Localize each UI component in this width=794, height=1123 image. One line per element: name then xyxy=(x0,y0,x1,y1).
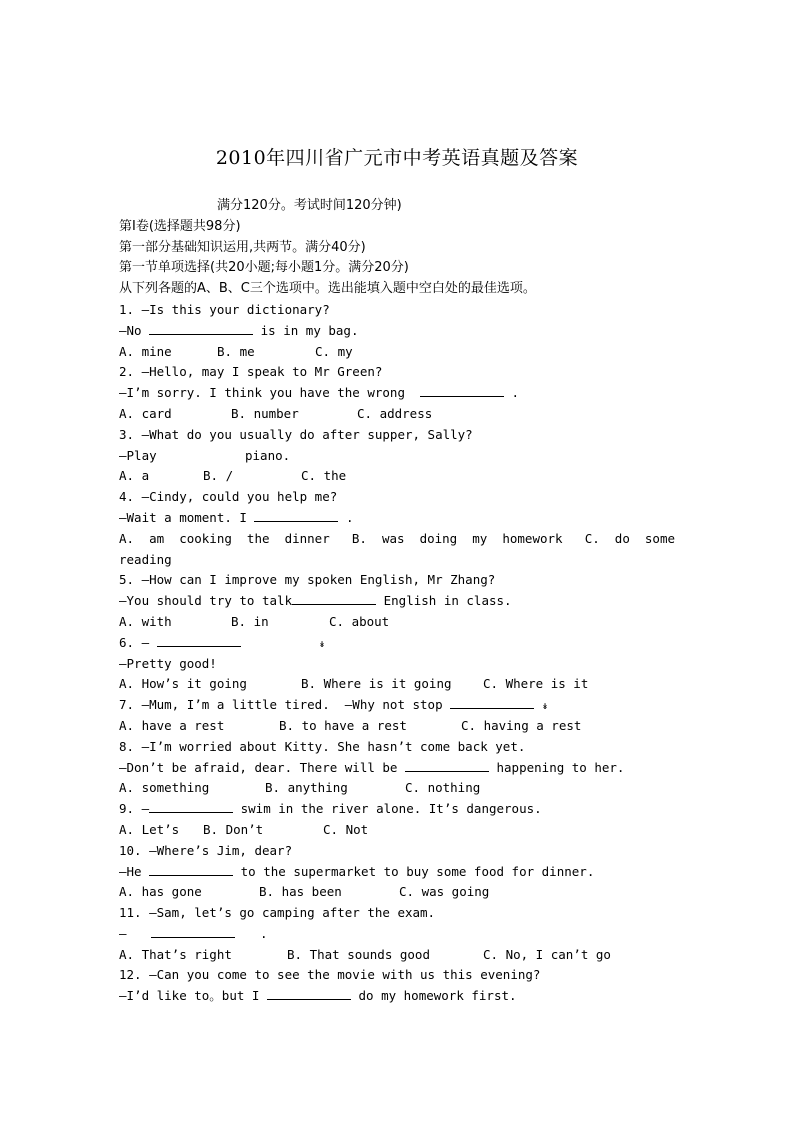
question-6-reply: —Pretty good! xyxy=(119,655,217,671)
arrow-down-icon: ↡ xyxy=(318,636,326,650)
question-1-reply: —No is in my bag. xyxy=(119,322,359,338)
answer-blank xyxy=(157,633,241,647)
option-a: A. card xyxy=(119,405,172,421)
question-10-stem: 10. —Where’s Jim, dear? xyxy=(119,842,293,858)
question-4-reply: —Wait a moment. I . xyxy=(119,509,354,525)
instruction: 从下列各题的A、B、C三个选项中。选出能填入题中空白处的最佳选项。 xyxy=(119,281,536,297)
option-c: C. address xyxy=(357,405,433,421)
option-c: C. Where is it xyxy=(483,676,589,692)
question-12-stem: 12. —Can you come to see the movie with us this evening? xyxy=(119,967,541,983)
option-b: B. / xyxy=(203,468,234,484)
answer-blank xyxy=(149,862,233,876)
question-11-reply: — . xyxy=(119,925,268,941)
option-c: C. was going xyxy=(399,884,490,900)
option-a: A. mine xyxy=(119,343,172,359)
question-3-options xyxy=(119,466,679,487)
option-b: B. anything xyxy=(265,780,348,796)
option-b: B. number xyxy=(231,405,299,421)
document-body xyxy=(119,196,679,1007)
answer-blank xyxy=(254,508,338,522)
question-7-options xyxy=(119,716,679,737)
question-8-reply: —Don’t be afraid, dear. There will be happening to her. xyxy=(119,759,625,775)
question-4-stem: 4. —Cindy, could you help me? xyxy=(119,489,338,505)
option-b: B. That sounds good xyxy=(287,946,430,962)
part-heading: 第Ⅰ卷(选择题共98分) xyxy=(119,218,241,234)
option-b: B. has been xyxy=(259,884,342,900)
option-a: A. a xyxy=(119,468,150,484)
option-a: A. something xyxy=(119,780,210,796)
question-10-options xyxy=(119,882,679,903)
option-c: C. about xyxy=(329,613,390,629)
option-c: C. No, I can’t go xyxy=(483,946,611,962)
option-b: B. to have a rest xyxy=(279,717,407,733)
option-a: A. How’s it going xyxy=(119,676,247,692)
answer-blank xyxy=(405,758,489,772)
option-c: C. nothing xyxy=(405,780,481,796)
option-c: C. my xyxy=(315,343,353,359)
question-9-options xyxy=(119,820,679,841)
option-a: A. That’s right xyxy=(119,946,232,962)
question-5-options xyxy=(119,612,679,633)
arrow-down-icon: ↡ xyxy=(541,699,549,713)
answer-blank xyxy=(151,924,235,938)
option-b: B. in xyxy=(231,613,269,629)
question-9-stem: 9. — swim in the river alone. It’s dangerous. xyxy=(119,801,542,817)
question-6-options xyxy=(119,674,679,695)
question-2-reply: —I’m sorry. I think you have the wrong . xyxy=(119,385,520,401)
question-10-reply: —He to the supermarket to buy some food for dinner. xyxy=(119,863,595,879)
option-a: A. Let’s xyxy=(119,821,180,837)
answer-blank xyxy=(292,591,376,605)
question-1-options xyxy=(119,342,679,363)
option-b: B. Don’t xyxy=(203,821,264,837)
question-4-options xyxy=(119,529,675,550)
option-a: A. with xyxy=(119,613,172,629)
option-b: B. Where is it going xyxy=(301,676,452,692)
question-7-stem: 7. —Mum, I’m a little tired. —Why not stop ↡ xyxy=(119,697,549,713)
question-4-options-wrap: reading xyxy=(119,551,172,567)
question-1-stem: 1. —Is this your dictionary? xyxy=(119,301,330,317)
question-6-stem: 6. — ↡ xyxy=(119,634,326,650)
option-a: A. am cooking the dinner xyxy=(119,530,330,546)
option-b: B. me xyxy=(217,343,255,359)
option-c: C. having a rest xyxy=(461,717,582,733)
option-a: A. have a rest xyxy=(119,717,225,733)
question-5-reply: —You should try to talk English in class. xyxy=(119,593,512,609)
document-title: 2010年四川省广元市中考英语真题及答案 xyxy=(215,147,579,169)
score-info: 满分120分。考试时间120分钟) xyxy=(217,198,402,213)
option-c: C. do some xyxy=(584,530,675,546)
question-2-stem: 2. —Hello, may I speak to Mr Green? xyxy=(119,364,383,380)
option-c: C. Not xyxy=(323,821,369,837)
question-3-stem: 3. —What do you usually do after supper, Sally? xyxy=(119,426,473,442)
option-a: A. has gone xyxy=(119,884,202,900)
question-11-stem: 11. —Sam, let’s go camping after the exam. xyxy=(119,905,436,921)
question-3-reply: —Play piano. xyxy=(119,447,291,463)
answer-blank xyxy=(149,321,253,335)
question-12-reply: —I’d like to。but I do my homework first. xyxy=(119,988,517,1004)
answer-blank xyxy=(267,986,351,1000)
question-8-stem: 8. —I’m worried about Kitty. She hasn’t come back yet. xyxy=(119,738,526,754)
option-c: C. the xyxy=(301,468,347,484)
answer-blank xyxy=(149,799,233,813)
answer-blank xyxy=(450,695,534,709)
subsection-heading: 第一节单项选择(共20小题;每小题1分。满分20分) xyxy=(119,260,409,276)
answer-blank xyxy=(420,383,504,397)
question-11-options xyxy=(119,945,679,966)
question-5-stem: 5. —How can I improve my spoken English, Mr Zhang? xyxy=(119,572,496,588)
option-b: B. was doing my homework xyxy=(351,530,563,546)
question-8-options xyxy=(119,778,679,799)
question-2-options xyxy=(119,404,679,425)
section-heading: 第一部分基础知识运用,共两节。满分40分) xyxy=(119,239,366,255)
